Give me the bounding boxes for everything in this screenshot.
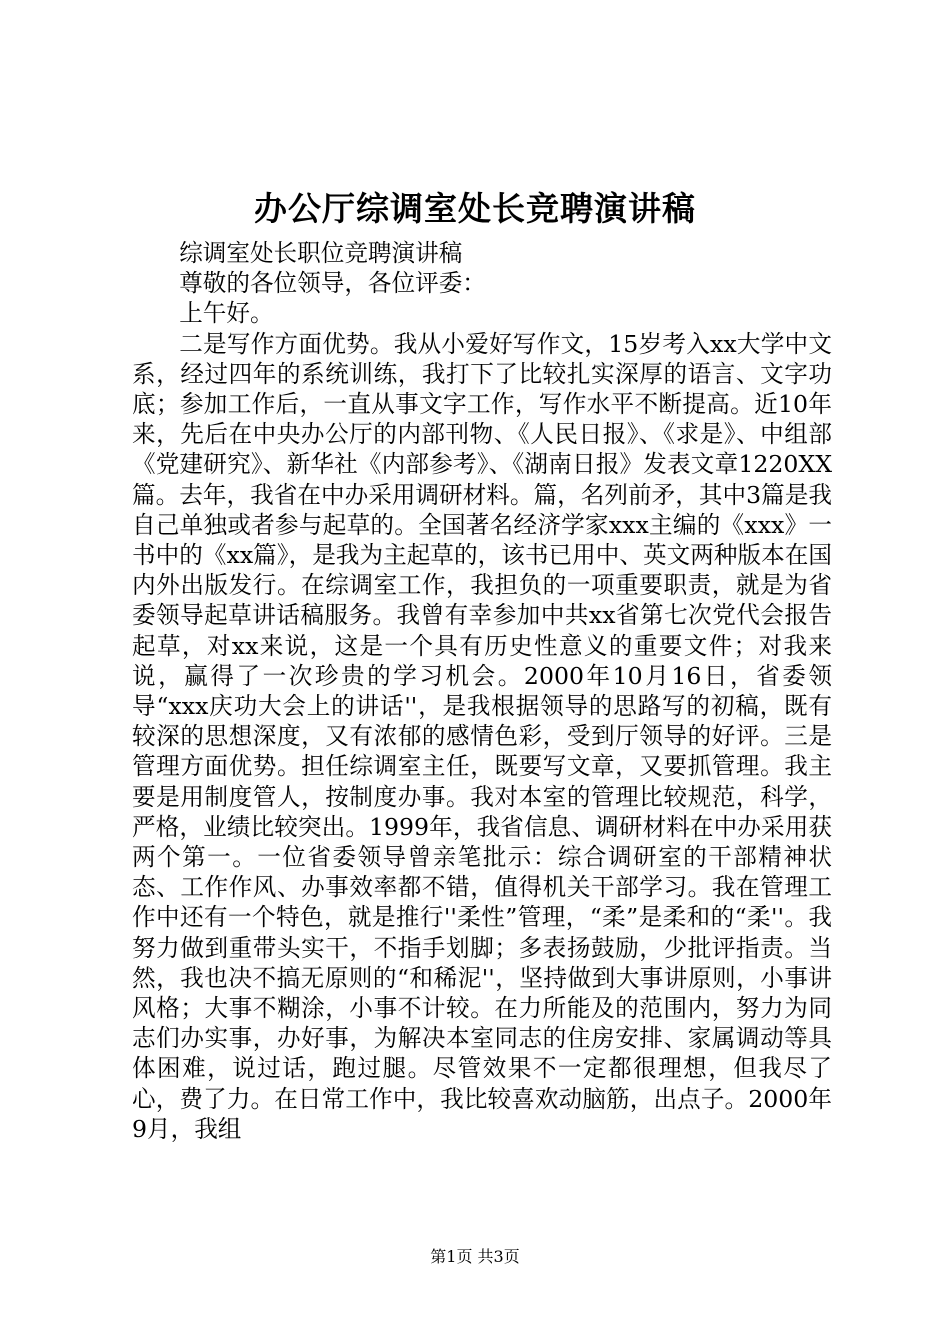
document-title: 办公厅综调室处长竞聘演讲稿 xyxy=(254,189,696,228)
greeting-paragraph: 上午好。 xyxy=(179,299,274,328)
salutation-paragraph: 尊敬的各位领导，各位评委： xyxy=(179,269,486,298)
main-paragraph: 二是写作方面优势。我从小爱好写作文，15岁考入xx大学中文系，经过四年的系统训练，我打下了比较扎实深厚的语言、文字功底；参加工作后，一直从事文字工作，写作水平不断提高。近10年来，先后在中央办公厅的内部刊物、《人民日报》、《求是》、中组部《党建研究》、新华社《内部参考》、《湖南日报》发表文章1220XX篇。去年，我省在中办采用调研材料。篇，名列前矛，其中3篇是我自己单独或者参与起草的。全国著名经济学家xxx主编的《xxx》一书中的《xx篇》，是我为主起草的，该书已用中、英文两种版本在国内外出版发行。在综调室工作，我担负的一项重要职责，就是为省委领导起草讲话稿服务。我曾有幸参加中共xx省第七次党代会报告起草，对xx来说，这是一个具有历史性意义的重要文件；对我来说，赢得了一次珍贵的学习机会。2000年10月16日，省委领导“xxx庆功大会上的讲话''，是我根据领导的思路写的初稿，既有较深的思想深度，又有浓郁的感情色彩，受到厅领导的好评。三是管理方面优势。担任综调室主任，既要写文章，又要抓管理。我主要是用制度管人，按制度办事。我对本室的管理比较规范，科学，严格，业绩比较突出。1999年，我省信息、调研材料在中办采用获两个第一。一位省委领导曾亲笔批示：综合调研室的干部精神状态、工作作风、办事效率都不错，值得机关干部学习。我在管理工作中还有一个特色，就是推行''柔性”管理，“柔”是柔和的“柔''。我努力做到重带头实干，不指手划脚；多表扬鼓励，少批评指责。当然，我也决不搞无原则的“和稀泥''，坚持做到大事讲原则，小事讲风格；大事不糊涂，小事不计较。在力所能及的范围内，努力为同志们办实事，办好事，为解决本室同志的住房安排、家属调动等具体困难，说过话，跑过腿。尽管效果不一定都很理想，但我尽了心，费了力。在日常工作中，我比较喜欢动脑筋，出点子。2000年9月，我组 xyxy=(132,329,832,1143)
subtitle-paragraph: 综调室处长职位竞聘演讲稿 xyxy=(179,239,463,267)
page-number-footer: 第1页 共3页 xyxy=(430,1247,520,1266)
document-body xyxy=(132,238,832,1144)
